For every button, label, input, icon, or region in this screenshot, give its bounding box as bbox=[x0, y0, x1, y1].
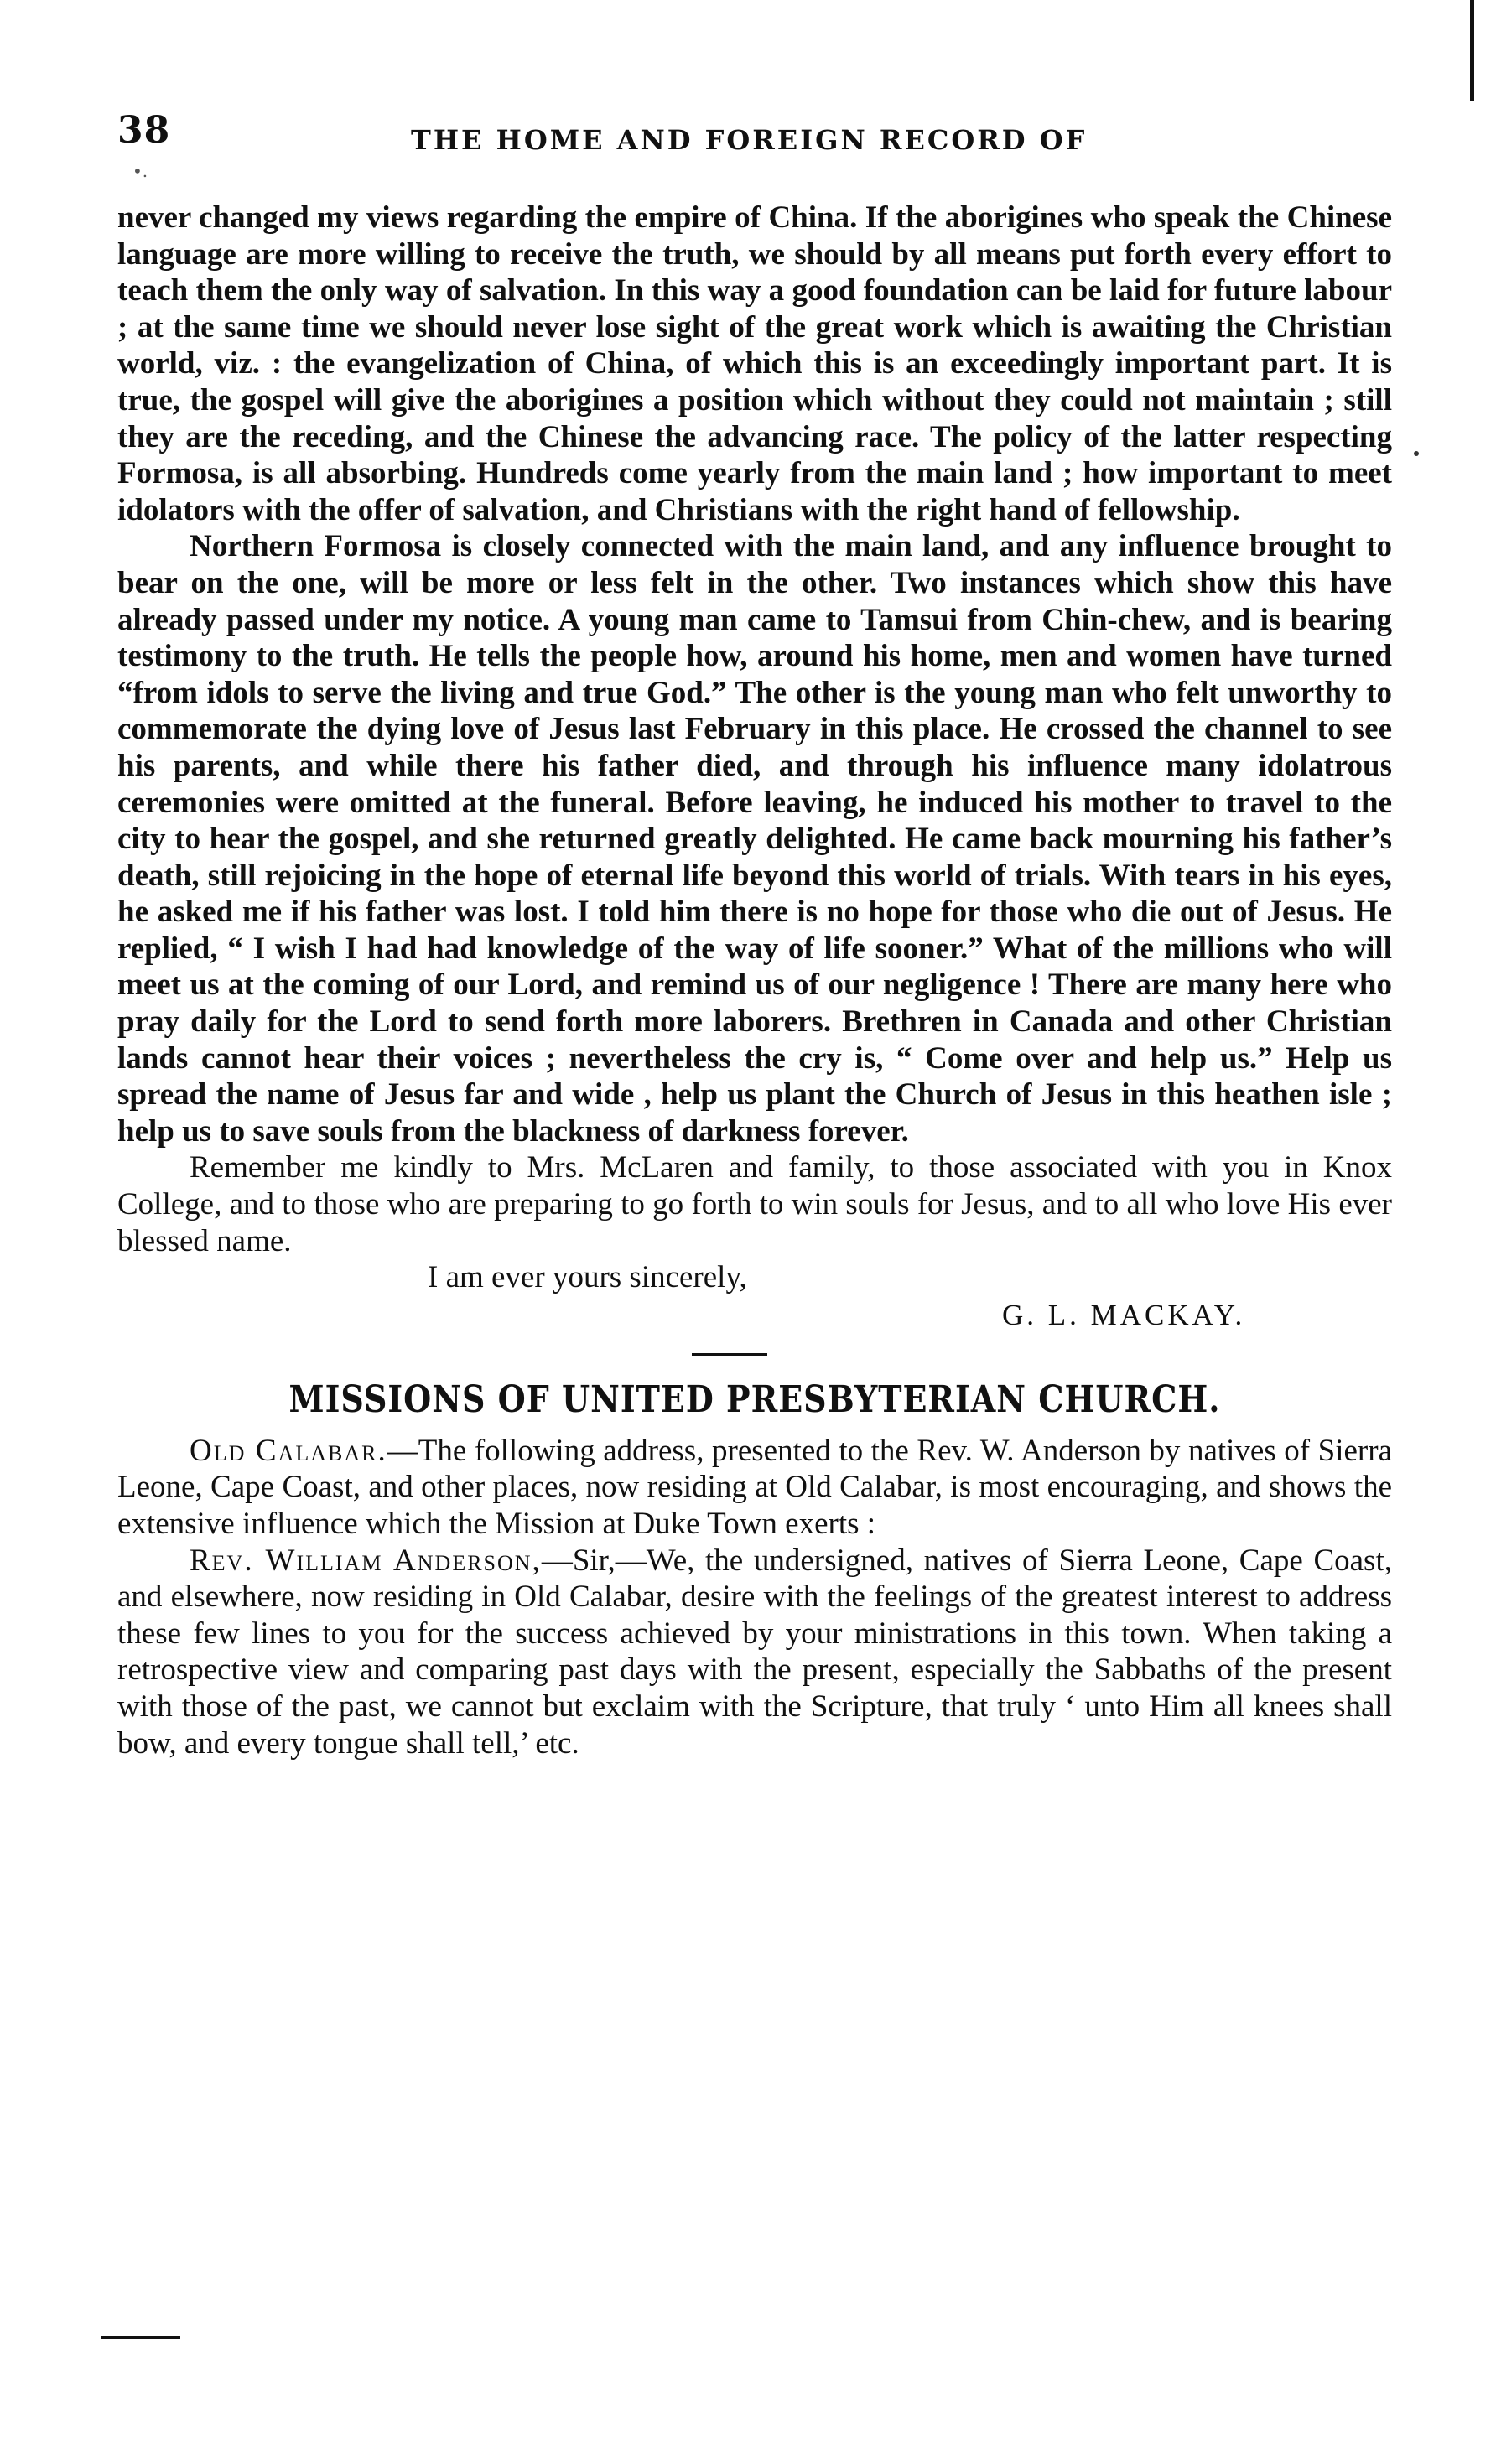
header-marks: •. bbox=[132, 161, 148, 181]
letter-signature: G. L. MACKAY. bbox=[1002, 1298, 1246, 1331]
margin-dot bbox=[1414, 451, 1419, 456]
section-title: MISSIONS OF UNITED PRESBYTERIAN CHURCH. bbox=[288, 1377, 1221, 1421]
section-paragraph-2-text: —Sir,—We, the undersigned, natives of Sierra Leone, Cape Coast, and elsewhere, now residing in Old Calabar, desire with the feelings of the greatest interest to address these few lines to you for the success achieved by your ministrations in this town. When taking a retrospective view and comparing past days with the present, especially the Sabbaths of the present with those of the past, we cannot but exclaim with the Scripture, that truly ‘ unto Him all knees shall bow, and every tongue shall tell,’ etc. bbox=[117, 1543, 1392, 1761]
section-paragraph-1-text: —The following address, presented to the Rev. W. Anderson by natives of Sierra Leone, Cape Coast, and other places, now residing at Old Calabar, is most encouraging, and shows the extensive influence which the Mission at Duke Town exerts : bbox=[117, 1433, 1392, 1541]
letter-paragraph-1: never changed my views regarding the empire of China. If the aborigines who speak the Chinese language are more willing to receive the truth, we should by all means put forth every effort to teach them the only way of salvation. In this way a good foundation can be laid for future labour ; at the same time we should never lose sight of the great work which is awaiting the Christian world, viz. : the evangelization of China, of which this is an exceedingly important part. It is true, the gospel will give the aborigines a position which without they could not maintain ; still they are the receding, and the Chinese the advancing race. The policy of the latter respecting Formosa, is all absorbing. Hundreds come yearly from the main land ; how important to meet idolators with the offer of salvation, and Christians with the right hand of fellowship. bbox=[117, 200, 1392, 527]
margin-mark bbox=[1470, 0, 1474, 101]
letter-paragraph-3: Remember me kindly to Mrs. McLaren and family, to those associated with you in Knox College, and to those who are preparing to go forth to win souls for Jesus, and to all who love His ever blessed name. bbox=[117, 1150, 1392, 1258]
section-paragraph-2-lead: Rev. William Anderson, bbox=[190, 1543, 542, 1578]
letter-body bbox=[117, 200, 1392, 1259]
page-number: 38 bbox=[117, 109, 171, 152]
section-body bbox=[117, 1433, 1392, 1761]
page-header bbox=[117, 109, 1392, 181]
letter-paragraph-2: Northern Formosa is closely connected with the main land, and any influence brought to bear on the one, will be more or less felt in the other. Two instances which show this have already passed under my notice. A young man came to Tamsui from Chin-chew, and is bearing testimony to the truth. He tells the people how, around his home, men and women have turned “from idols to serve the living and true God.” The other is the young man who felt unworthy to commemorate the dying love of Jesus last February in this place. He crossed the channel to see his parents, and while there his father died, and through his influence many idolatrous ceremonies were omitted at the funeral. Before leaving, he induced his mother to travel to the city to hear the gospel, and she returned greatly delighted. He came back mourning his father’s death, still rejoicing in the hope of eternal life beyond this world of trials. With tears in his eyes, he asked me if his father was lost. I told him there is no hope for those who die out of Jesus. He replied, “ I wish I had had knowledge of the way of life sooner.” What of the millions who will meet us at the coming of our Lord, and remind us of our negligence ! There are many here who pray daily for the Lord to send forth more laborers. Brethren in Canada and other Christian lands cannot hear their voices ; nevertheless the cry is, “ Come over and help us.” Help us spread the name of Jesus far and wide , help us plant the Church of Jesus in this heathen isle ; help us to save souls from the blackness of darkness forever. bbox=[117, 529, 1392, 1149]
section-paragraph-2 bbox=[117, 1543, 1392, 1762]
bottom-rule bbox=[101, 2336, 180, 2339]
section-divider bbox=[692, 1353, 767, 1356]
letter-closing: I am ever yours sincerely, bbox=[428, 1260, 747, 1295]
section-paragraph-1-lead: Old Calabar. bbox=[190, 1433, 387, 1468]
page bbox=[117, 109, 1392, 1761]
section-paragraph-1 bbox=[117, 1433, 1392, 1543]
running-head: THE HOME AND FOREIGN RECORD OF bbox=[411, 124, 1088, 156]
